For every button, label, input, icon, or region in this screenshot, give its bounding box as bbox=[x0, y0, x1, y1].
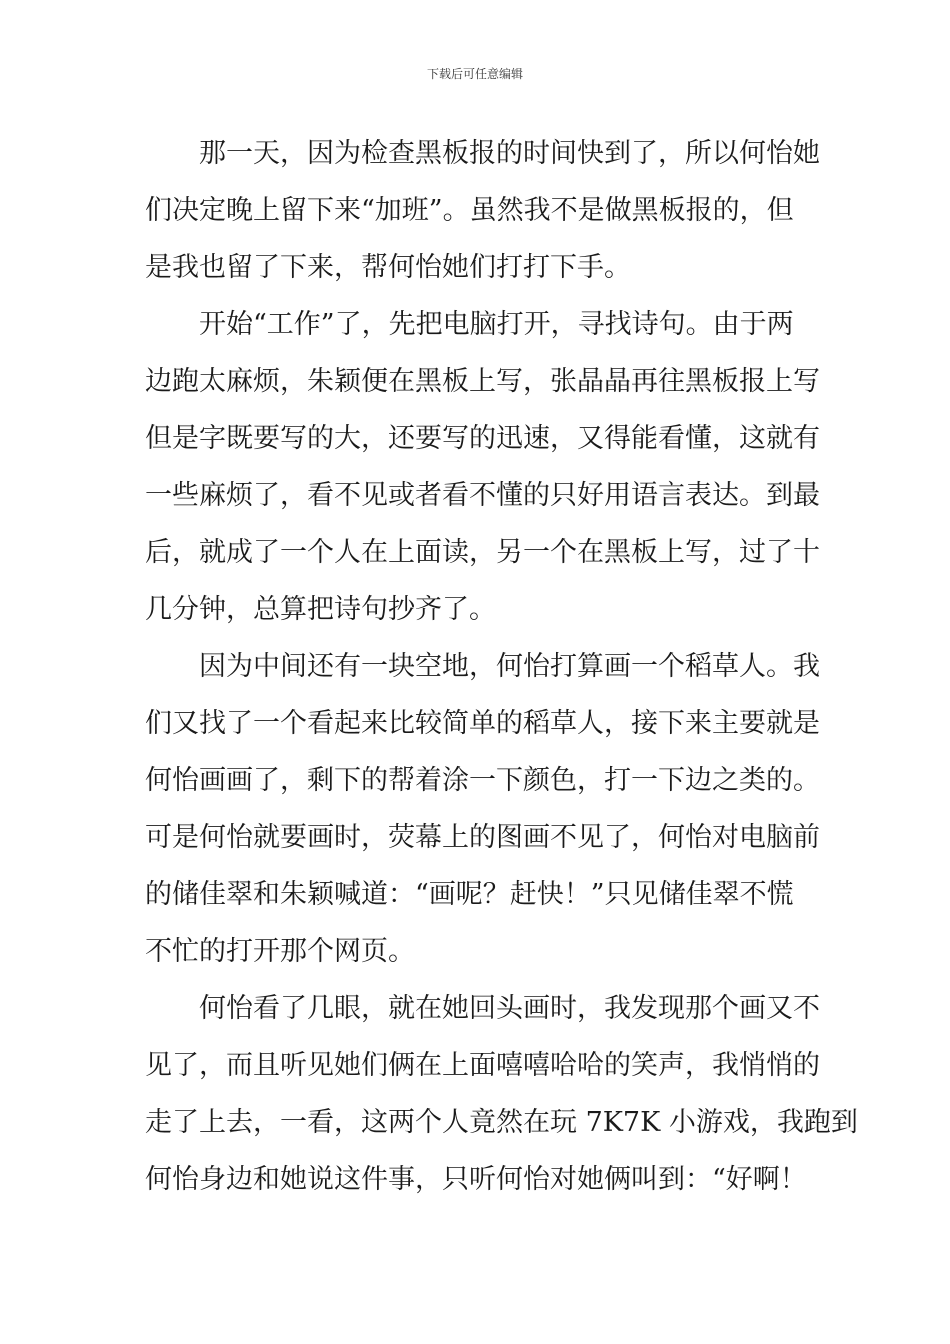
text-line: 见了，而且听见她们俩在上面嘻嘻哈哈的笑声，我悄悄的 bbox=[145, 1050, 820, 1081]
text-line: 一些麻烦了，看不见或者看不懂的只好用语言表达。到最 bbox=[145, 480, 820, 511]
text-line: 们又找了一个看起来比较简单的稻草人，接下来主要就是 bbox=[145, 708, 820, 739]
text-line: 因为中间还有一块空地，何怡打算画一个稻草人。我 bbox=[199, 651, 820, 682]
text-line: 开始“工作”了，先把电脑打开，寻找诗句。由于两 bbox=[199, 309, 794, 340]
text-line: 何怡身边和她说这件事，只听何怡对她俩叫到：“好啊！ bbox=[145, 1164, 807, 1195]
text-line: 们决定晚上留下来“加班”。虽然我不是做黑板报的，但 bbox=[145, 195, 794, 226]
paragraph-1 bbox=[145, 132, 820, 303]
text-line: 是我也留了下来，帮何怡她们打打下手。 bbox=[145, 252, 631, 283]
paragraph-2 bbox=[145, 303, 820, 645]
paragraph-4 bbox=[145, 987, 858, 1215]
document-body bbox=[145, 132, 858, 1215]
text-line: 走了上去，一看，这两个人竟然在玩 7K7K 小游戏，我跑到 bbox=[145, 1107, 858, 1138]
paragraph-3 bbox=[145, 645, 820, 987]
text-line: 何怡画画了，剩下的帮着涂一下颜色，打一下边之类的。 bbox=[145, 765, 820, 796]
text-line: 的储佳翠和朱颖喊道：“画呢？赶快！”只见储佳翠不慌 bbox=[145, 879, 794, 910]
text-line: 何怡看了几眼，就在她回头画时，我发现那个画又不 bbox=[199, 993, 820, 1024]
page-header-note: 下载后可任意编辑 bbox=[426, 67, 523, 81]
text-line: 几分钟，总算把诗句抄齐了。 bbox=[145, 594, 496, 625]
text-line: 不忙的打开那个网页。 bbox=[145, 936, 415, 967]
text-line: 可是何怡就要画时，荧幕上的图画不见了，何怡对电脑前 bbox=[145, 822, 820, 853]
text-line: 但是字既要写的大，还要写的迅速，又得能看懂，这就有 bbox=[145, 423, 820, 454]
text-line: 后，就成了一个人在上面读，另一个在黑板上写，过了十 bbox=[145, 537, 820, 568]
text-line: 那一天，因为检查黑板报的时间快到了，所以何怡她 bbox=[199, 138, 820, 169]
text-line: 边跑太麻烦，朱颖便在黑板上写，张晶晶再往黑板报上写 bbox=[145, 366, 820, 397]
